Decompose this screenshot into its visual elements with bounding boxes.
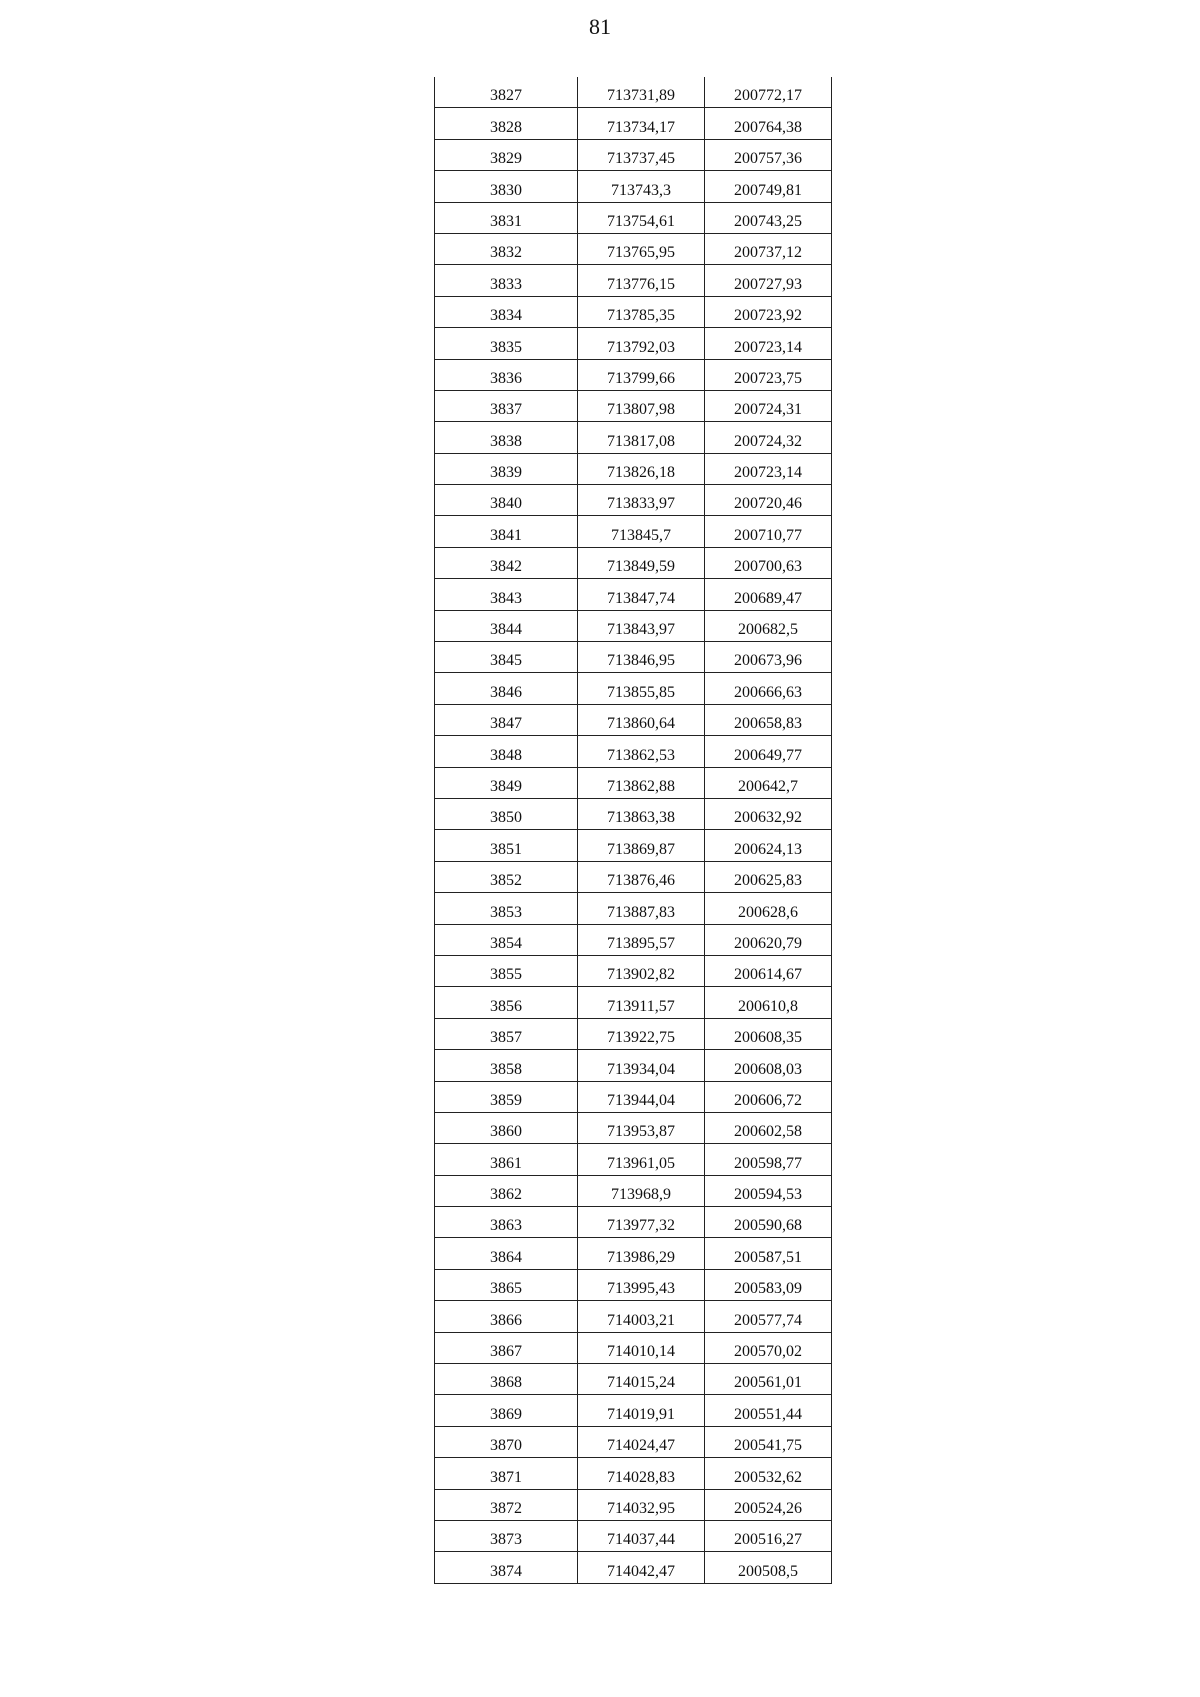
x-coordinate-cell: 713846,95 (578, 642, 705, 673)
y-coordinate-cell: 200666,63 (705, 673, 832, 704)
table-row (435, 1238, 832, 1269)
y-coordinate-cell: 200541,75 (705, 1426, 832, 1457)
y-coordinate-cell: 200772,17 (705, 77, 832, 108)
point-number-cell: 3855 (435, 955, 578, 986)
x-coordinate-cell: 713743,3 (578, 171, 705, 202)
point-number-cell: 3828 (435, 108, 578, 139)
y-coordinate-cell: 200749,81 (705, 171, 832, 202)
point-number-cell: 3846 (435, 673, 578, 704)
point-number-cell: 3840 (435, 485, 578, 516)
table-row (435, 955, 832, 986)
x-coordinate-cell: 713833,97 (578, 485, 705, 516)
y-coordinate-cell: 200508,5 (705, 1552, 832, 1583)
table-row (435, 1144, 832, 1175)
point-number-cell: 3834 (435, 296, 578, 327)
table-row (435, 139, 832, 170)
x-coordinate-cell: 713995,43 (578, 1269, 705, 1300)
x-coordinate-cell: 713986,29 (578, 1238, 705, 1269)
table-row (435, 767, 832, 798)
x-coordinate-cell: 713968,9 (578, 1175, 705, 1206)
table-row (435, 453, 832, 484)
table-row (435, 359, 832, 390)
x-coordinate-cell: 714015,24 (578, 1364, 705, 1395)
point-number-cell: 3836 (435, 359, 578, 390)
y-coordinate-cell: 200700,63 (705, 547, 832, 578)
point-number-cell: 3851 (435, 830, 578, 861)
x-coordinate-cell: 713869,87 (578, 830, 705, 861)
point-number-cell: 3856 (435, 987, 578, 1018)
y-coordinate-cell: 200608,35 (705, 1018, 832, 1049)
point-number-cell: 3865 (435, 1269, 578, 1300)
x-coordinate-cell: 713754,61 (578, 202, 705, 233)
point-number-cell: 3845 (435, 642, 578, 673)
y-coordinate-cell: 200602,58 (705, 1112, 832, 1143)
x-coordinate-cell: 714010,14 (578, 1332, 705, 1363)
y-coordinate-cell: 200577,74 (705, 1301, 832, 1332)
table-row (435, 265, 832, 296)
point-number-cell: 3838 (435, 422, 578, 453)
y-coordinate-cell: 200608,03 (705, 1050, 832, 1081)
y-coordinate-cell: 200737,12 (705, 233, 832, 264)
y-coordinate-cell: 200724,31 (705, 390, 832, 421)
point-number-cell: 3832 (435, 233, 578, 264)
point-number-cell: 3859 (435, 1081, 578, 1112)
x-coordinate-cell: 713845,7 (578, 516, 705, 547)
y-coordinate-cell: 200724,32 (705, 422, 832, 453)
point-number-cell: 3852 (435, 861, 578, 892)
x-coordinate-cell: 713807,98 (578, 390, 705, 421)
x-coordinate-cell: 714028,83 (578, 1458, 705, 1489)
point-number-cell: 3850 (435, 798, 578, 829)
table-row (435, 1018, 832, 1049)
point-number-cell: 3829 (435, 139, 578, 170)
x-coordinate-cell: 714003,21 (578, 1301, 705, 1332)
point-number-cell: 3835 (435, 328, 578, 359)
x-coordinate-cell: 713860,64 (578, 704, 705, 735)
table-row (435, 1207, 832, 1238)
y-coordinate-cell: 200625,83 (705, 861, 832, 892)
x-coordinate-cell: 713977,32 (578, 1207, 705, 1238)
x-coordinate-cell: 714019,91 (578, 1395, 705, 1426)
table-row (435, 798, 832, 829)
y-coordinate-cell: 200682,5 (705, 610, 832, 641)
point-number-cell: 3869 (435, 1395, 578, 1426)
y-coordinate-cell: 200689,47 (705, 579, 832, 610)
table-row (435, 1332, 832, 1363)
x-coordinate-cell: 714037,44 (578, 1520, 705, 1551)
x-coordinate-cell: 714042,47 (578, 1552, 705, 1583)
y-coordinate-cell: 200764,38 (705, 108, 832, 139)
x-coordinate-cell: 713785,35 (578, 296, 705, 327)
y-coordinate-cell: 200743,25 (705, 202, 832, 233)
y-coordinate-cell: 200610,8 (705, 987, 832, 1018)
table-row (435, 485, 832, 516)
table-row (435, 296, 832, 327)
table-row (435, 202, 832, 233)
point-number-cell: 3827 (435, 77, 578, 108)
point-number-cell: 3861 (435, 1144, 578, 1175)
y-coordinate-cell: 200727,93 (705, 265, 832, 296)
x-coordinate-cell: 713862,53 (578, 736, 705, 767)
table-row (435, 390, 832, 421)
x-coordinate-cell: 713849,59 (578, 547, 705, 578)
x-coordinate-cell: 713799,66 (578, 359, 705, 390)
table-row (435, 1175, 832, 1206)
point-number-cell: 3837 (435, 390, 578, 421)
table-row (435, 547, 832, 578)
x-coordinate-cell: 713776,15 (578, 265, 705, 296)
point-number-cell: 3873 (435, 1520, 578, 1551)
x-coordinate-cell: 713902,82 (578, 955, 705, 986)
x-coordinate-cell: 713961,05 (578, 1144, 705, 1175)
x-coordinate-cell: 714024,47 (578, 1426, 705, 1457)
point-number-cell: 3872 (435, 1489, 578, 1520)
table-row (435, 987, 832, 1018)
table-row (435, 108, 832, 139)
y-coordinate-cell: 200649,77 (705, 736, 832, 767)
y-coordinate-cell: 200723,75 (705, 359, 832, 390)
table-row (435, 893, 832, 924)
x-coordinate-cell: 713862,88 (578, 767, 705, 798)
y-coordinate-cell: 200632,92 (705, 798, 832, 829)
y-coordinate-cell: 200551,44 (705, 1395, 832, 1426)
table-row (435, 673, 832, 704)
coordinates-table-body (435, 77, 832, 1583)
table-row (435, 516, 832, 547)
table-row (435, 1458, 832, 1489)
y-coordinate-cell: 200598,77 (705, 1144, 832, 1175)
y-coordinate-cell: 200587,51 (705, 1238, 832, 1269)
table-row (435, 1489, 832, 1520)
table-row (435, 422, 832, 453)
table-row (435, 924, 832, 955)
y-coordinate-cell: 200757,36 (705, 139, 832, 170)
x-coordinate-cell: 713876,46 (578, 861, 705, 892)
y-coordinate-cell: 200606,72 (705, 1081, 832, 1112)
y-coordinate-cell: 200723,92 (705, 296, 832, 327)
table-row (435, 1301, 832, 1332)
table-row (435, 861, 832, 892)
table-row (435, 579, 832, 610)
x-coordinate-cell: 713817,08 (578, 422, 705, 453)
y-coordinate-cell: 200614,67 (705, 955, 832, 986)
x-coordinate-cell: 713922,75 (578, 1018, 705, 1049)
y-coordinate-cell: 200628,6 (705, 893, 832, 924)
x-coordinate-cell: 713843,97 (578, 610, 705, 641)
x-coordinate-cell: 713953,87 (578, 1112, 705, 1143)
point-number-cell: 3843 (435, 579, 578, 610)
table-row (435, 830, 832, 861)
point-number-cell: 3848 (435, 736, 578, 767)
point-number-cell: 3844 (435, 610, 578, 641)
y-coordinate-cell: 200516,27 (705, 1520, 832, 1551)
table-row (435, 233, 832, 264)
point-number-cell: 3871 (435, 1458, 578, 1489)
table-row (435, 328, 832, 359)
x-coordinate-cell: 714032,95 (578, 1489, 705, 1520)
table-row (435, 642, 832, 673)
y-coordinate-cell: 200620,79 (705, 924, 832, 955)
table-row (435, 736, 832, 767)
x-coordinate-cell: 713765,95 (578, 233, 705, 264)
table-row (435, 1395, 832, 1426)
point-number-cell: 3867 (435, 1332, 578, 1363)
x-coordinate-cell: 713934,04 (578, 1050, 705, 1081)
point-number-cell: 3842 (435, 547, 578, 578)
x-coordinate-cell: 713734,17 (578, 108, 705, 139)
x-coordinate-cell: 713731,89 (578, 77, 705, 108)
x-coordinate-cell: 713887,83 (578, 893, 705, 924)
y-coordinate-cell: 200658,83 (705, 704, 832, 735)
y-coordinate-cell: 200524,26 (705, 1489, 832, 1520)
table-row (435, 1081, 832, 1112)
table-row (435, 1112, 832, 1143)
point-number-cell: 3849 (435, 767, 578, 798)
y-coordinate-cell: 200570,02 (705, 1332, 832, 1363)
table-row (435, 77, 832, 108)
x-coordinate-cell: 713737,45 (578, 139, 705, 170)
y-coordinate-cell: 200594,53 (705, 1175, 832, 1206)
point-number-cell: 3857 (435, 1018, 578, 1049)
table-row (435, 171, 832, 202)
point-number-cell: 3866 (435, 1301, 578, 1332)
point-number-cell: 3839 (435, 453, 578, 484)
page-number: 81 (589, 14, 611, 39)
point-number-cell: 3831 (435, 202, 578, 233)
point-number-cell: 3830 (435, 171, 578, 202)
x-coordinate-cell: 713792,03 (578, 328, 705, 359)
point-number-cell: 3841 (435, 516, 578, 547)
table-row (435, 1364, 832, 1395)
x-coordinate-cell: 713855,85 (578, 673, 705, 704)
point-number-cell: 3874 (435, 1552, 578, 1583)
y-coordinate-cell: 200723,14 (705, 328, 832, 359)
table-row (435, 1050, 832, 1081)
point-number-cell: 3833 (435, 265, 578, 296)
y-coordinate-cell: 200624,13 (705, 830, 832, 861)
y-coordinate-cell: 200723,14 (705, 453, 832, 484)
x-coordinate-cell: 713911,57 (578, 987, 705, 1018)
point-number-cell: 3864 (435, 1238, 578, 1269)
x-coordinate-cell: 713944,04 (578, 1081, 705, 1112)
x-coordinate-cell: 713847,74 (578, 579, 705, 610)
y-coordinate-cell: 200673,96 (705, 642, 832, 673)
point-number-cell: 3860 (435, 1112, 578, 1143)
y-coordinate-cell: 200590,68 (705, 1207, 832, 1238)
coordinates-table (434, 77, 832, 1584)
table-row (435, 1269, 832, 1300)
point-number-cell: 3853 (435, 893, 578, 924)
point-number-cell: 3863 (435, 1207, 578, 1238)
point-number-cell: 3868 (435, 1364, 578, 1395)
y-coordinate-cell: 200532,62 (705, 1458, 832, 1489)
point-number-cell: 3847 (435, 704, 578, 735)
table-row (435, 610, 832, 641)
y-coordinate-cell: 200710,77 (705, 516, 832, 547)
point-number-cell: 3870 (435, 1426, 578, 1457)
y-coordinate-cell: 200583,09 (705, 1269, 832, 1300)
x-coordinate-cell: 713895,57 (578, 924, 705, 955)
y-coordinate-cell: 200561,01 (705, 1364, 832, 1395)
point-number-cell: 3862 (435, 1175, 578, 1206)
point-number-cell: 3854 (435, 924, 578, 955)
table-row (435, 1426, 832, 1457)
point-number-cell: 3858 (435, 1050, 578, 1081)
x-coordinate-cell: 713826,18 (578, 453, 705, 484)
table-row (435, 704, 832, 735)
y-coordinate-cell: 200720,46 (705, 485, 832, 516)
y-coordinate-cell: 200642,7 (705, 767, 832, 798)
x-coordinate-cell: 713863,38 (578, 798, 705, 829)
table-row (435, 1520, 832, 1551)
table-row (435, 1552, 832, 1583)
